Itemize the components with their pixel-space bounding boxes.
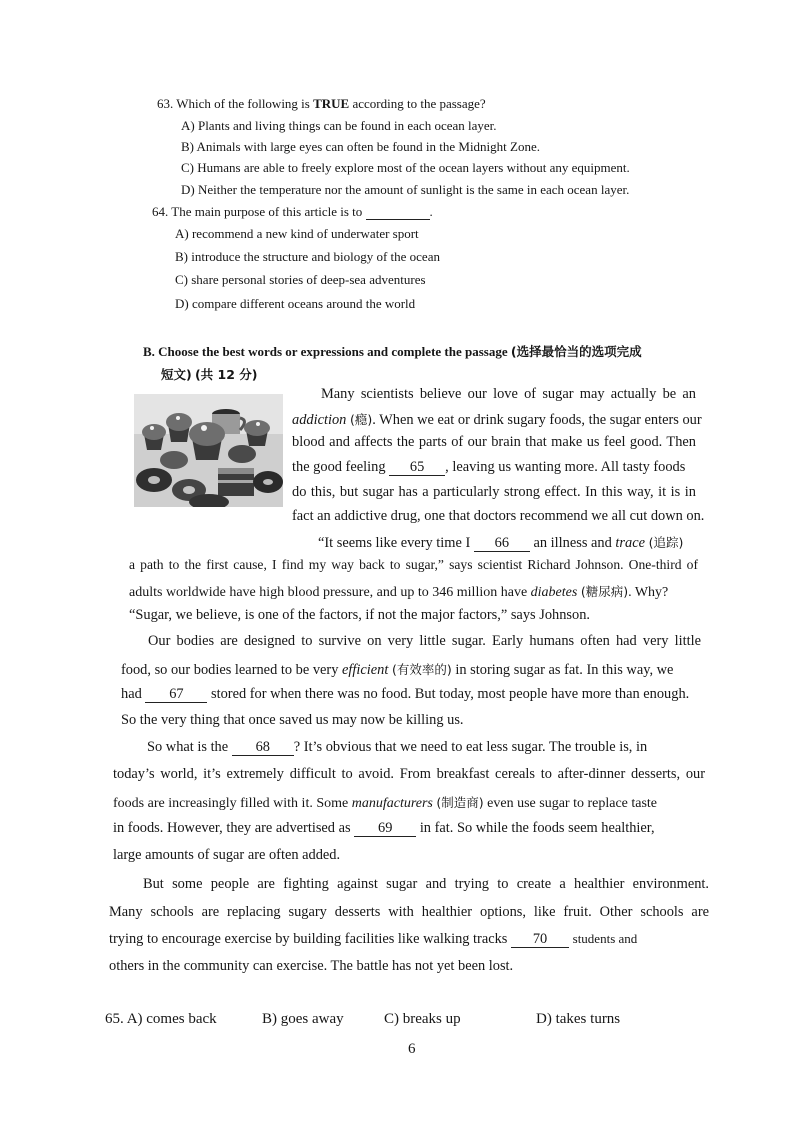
question-64-option-a: A) recommend a new kind of underwater sport xyxy=(175,226,419,241)
passage-p1-line5: do this, but sugar has a particularly strong effect. In this way, it is in xyxy=(292,484,696,500)
section-b-heading-cont: 短文) (共 12 分) xyxy=(161,367,258,382)
question-65-option-b[interactable]: B) goes away xyxy=(262,1011,344,1027)
question-63-option-c: C) Humans are able to freely explore most of the ocean layers without any equipment. xyxy=(181,160,630,175)
blank-65[interactable]: 65 xyxy=(389,460,445,476)
passage-p1-line3: blood and affects the parts of our brain that make us feel good. Then xyxy=(292,434,696,450)
sweets-illustration xyxy=(134,394,283,507)
passage-p2-line4: “Sugar, we believe, is one of the factors, if not the major factors,” says Johnson. xyxy=(129,607,590,623)
passage-p4-line5: large amounts of sugar are often added. xyxy=(113,847,341,863)
passage-p5-line2: Many schools are replacing sugary desserts with healthier options, like fruit. Other schools are xyxy=(109,904,709,920)
blank-68[interactable]: 68 xyxy=(232,740,294,756)
question-65-option-a[interactable]: 65. A) comes back xyxy=(105,1011,217,1027)
passage-p4-line2: today’s world, it’s extremely difficult to avoid. From breakfast cereals to after-dinner desserts, our xyxy=(113,766,705,782)
passage-p4-line4: in foods. However, they are advertised as 69 in fat. So while the foods seem healthier, xyxy=(113,820,655,836)
question-63-stem: 63. Which of the following is TRUE according to the passage? xyxy=(157,96,486,111)
question-64-stem: 64. The main purpose of this article is to . xyxy=(152,204,433,219)
passage-p1-line4: the good feeling 65 , leaving us wanting more. All tasty foods xyxy=(292,459,686,475)
section-b-heading: B. Choose the best words or expressions and complete the passage (选择最恰当的选项完成 xyxy=(143,344,642,359)
blank-67[interactable]: 67 xyxy=(145,687,207,703)
passage-p1-line2: addiction (瘾). When we eat or drink sugary foods, the sugar enters our xyxy=(292,412,702,428)
passage-p5-line1: But some people are fighting against sugar and trying to create a healthier environment. xyxy=(143,876,709,892)
passage-p3-line4: So the very thing that once saved us may now be killing us. xyxy=(121,712,464,728)
passage-p3-line1: Our bodies are designed to survive on very little sugar. Early humans often had very little xyxy=(148,633,701,649)
question-64-option-b: B) introduce the structure and biology of the ocean xyxy=(175,249,440,264)
blank-69[interactable]: 69 xyxy=(354,821,416,837)
passage-p4-line3: foods are increasingly filled with it. Some manufacturers (制造商) even use sugar to replace taste xyxy=(113,795,658,811)
blank-70[interactable]: 70 xyxy=(511,932,569,948)
question-64-option-d: D) compare different oceans around the world xyxy=(175,296,416,311)
question-64-option-c: C) share personal stories of deep-sea adventures xyxy=(175,272,426,287)
passage-p2-line3: adults worldwide have high blood pressure, and up to 346 million have diabetes (糖尿病). Why? xyxy=(129,584,669,600)
question-65-option-d[interactable]: D) takes turns xyxy=(536,1011,621,1027)
passage-p2-line1: “It seems like every time I 66 an illness and trace (追踪) xyxy=(318,535,684,551)
question-65-option-c[interactable]: C) breaks up xyxy=(384,1011,461,1027)
page-number: 6 xyxy=(408,1041,416,1057)
passage-p1-line6: fact an addictive drug, one that doctors recommend we all cut down on. xyxy=(292,508,705,524)
passage-p4-line1: So what is the 68 ? It’s obvious that we need to eat less sugar. The trouble is, in xyxy=(147,739,648,755)
passage-p3-line3: had 67 stored for when there was no food. But today, most people have more than enough. xyxy=(121,686,690,702)
passage-p2-line2: a path to the first cause, I find my way back to sugar,” says scientist Richard Johnson. One-third of xyxy=(129,557,698,572)
blank-66[interactable]: 66 xyxy=(474,536,530,552)
question-63-option-b: B) Animals with large eyes can often be found in the Midnight Zone. xyxy=(181,139,540,154)
passage-p5-line3: trying to encourage exercise by building facilities like walking tracks 70 students and xyxy=(109,931,638,947)
passage-p1-line1: Many scientists believe our love of sugar may actually be an xyxy=(321,386,696,402)
passage-p5-line4: others in the community can exercise. The battle has not yet been lost. xyxy=(109,958,514,974)
question-63-option-a: A) Plants and living things can be found in each ocean layer. xyxy=(181,118,497,133)
passage-p3-line2: food, so our bodies learned to be very efficient (有效率的) in storing sugar as fat. In this way, we xyxy=(121,662,674,678)
question-63-option-d: D) Neither the temperature nor the amount of sunlight is the same in each ocean layer. xyxy=(181,182,630,197)
